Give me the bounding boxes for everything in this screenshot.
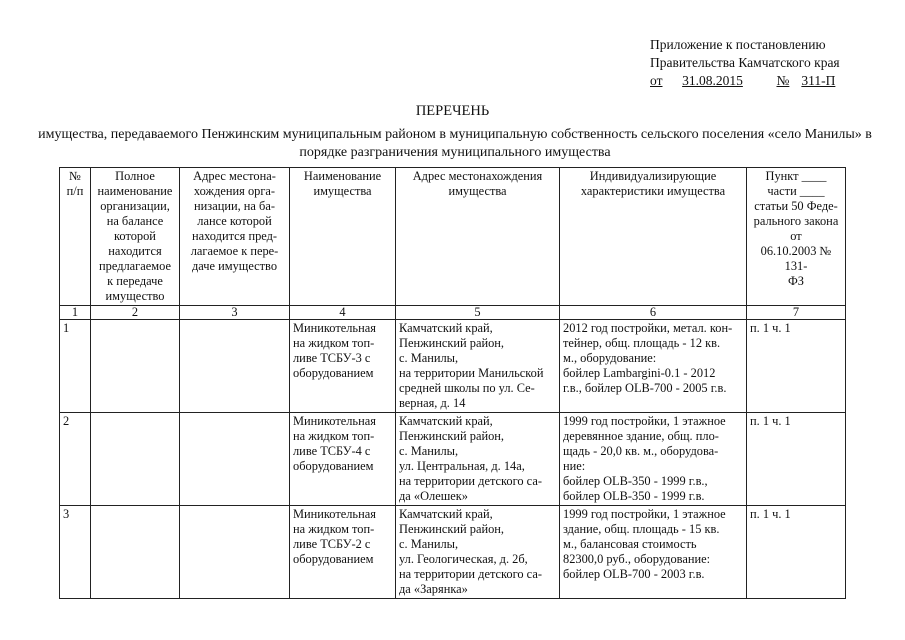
row-address: Камчатский край, Пенжинский район, с. Манилы, ул. Центральная, д. 14а, на территории детского са- да «Олешек» [396, 413, 560, 506]
header-cell-address: Адрес местонахождения имущества [396, 168, 560, 306]
header-cell-org: Полное наименование организации, на балансе которой находится предлагаемое к передаче имущество [91, 168, 180, 306]
table-index-row [60, 306, 846, 320]
index-cell: 5 [396, 306, 560, 320]
appendix-from-label: от [650, 73, 663, 88]
header-cell-org-address: Адрес местона- хождения орга- низации, на ба- лансе которой находится пред- лагаемое к пере- даче имущество [180, 168, 290, 306]
row-name: Миникотельная на жидком топ- ливе ТСБУ-3 с оборудованием [290, 320, 396, 413]
index-cell: 2 [91, 306, 180, 320]
document-title: ПЕРЕЧЕНЬ [415, 103, 490, 119]
index-cell: 7 [747, 306, 846, 320]
appendix-number-label: № [776, 73, 790, 88]
index-cell: 1 [60, 306, 91, 320]
row-num: 3 [60, 506, 91, 599]
row-org [91, 413, 180, 506]
appendix-block [650, 36, 890, 90]
row-clause: п. 1 ч. 1 [747, 506, 846, 599]
header-cell-name: Наименование имущества [290, 168, 396, 306]
row-org-address [180, 413, 290, 506]
index-cell: 6 [560, 306, 747, 320]
row-clause: п. 1 ч. 1 [747, 320, 846, 413]
row-org-address [180, 506, 290, 599]
row-num: 1 [60, 320, 91, 413]
appendix-number: 311-П [801, 73, 836, 88]
table-row [60, 320, 846, 413]
row-characteristics: 2012 год постройки, метал. кон- тейнер, общ. площадь - 12 кв. м., оборудование: бойлер Lambargini-0.1 - 2012 г.в., бойлер OLB-700 - 2005 г.в. [560, 320, 747, 413]
row-org [91, 506, 180, 599]
property-table [59, 167, 846, 599]
appendix-date: 31.08.2015 [682, 73, 743, 88]
document-subtitle: имущества, передаваемого Пенжинским муниципальным районом в муниципальную собственность сельского поселения «село Манилы» в порядке разграничения муниципального имущества [38, 127, 872, 160]
row-num: 2 [60, 413, 91, 506]
table-row [60, 506, 846, 599]
row-org-address [180, 320, 290, 413]
row-characteristics: 1999 год постройки, 1 этажное деревянное здание, общ. пло- щадь - 20,0 кв. м., оборудова- ние: бойлер OLB-350 - 1999 г.в., бойлер OLB-350 - 1999 г.в. [560, 413, 747, 506]
row-clause: п. 1 ч. 1 [747, 413, 846, 506]
index-cell: 4 [290, 306, 396, 320]
appendix-line-3 [650, 72, 890, 90]
row-characteristics: 1999 год постройки, 1 этажное здание, общ. площадь - 15 кв. м., балансовая стоимость 82300,0 руб., оборудование: бойлер OLB-700 - 2003 г.в. [560, 506, 747, 599]
appendix-line-1: Приложение к постановлению [650, 37, 826, 52]
header-cell-characteristics: Индивидуализирующие характеристики имущества [560, 168, 747, 306]
index-cell: 3 [180, 306, 290, 320]
table-header-row [60, 168, 846, 306]
appendix-line-2: Правительства Камчатского края [650, 55, 840, 70]
row-name: Миникотельная на жидком топ- ливе ТСБУ-4 с оборудованием [290, 413, 396, 506]
header-cell-num: № п/п [60, 168, 91, 306]
row-address: Камчатский край, Пенжинский район, с. Манилы, на территории Манильской средней школы по ул. Се- верная, д. 14 [396, 320, 560, 413]
row-name: Миникотельная на жидком топ- ливе ТСБУ-2 с оборудованием [290, 506, 396, 599]
header-cell-clause: Пункт ____ части ____ статьи 50 Феде- рального закона от 06.10.2003 № 131- ФЗ [747, 168, 846, 306]
row-address: Камчатский край, Пенжинский район, с. Манилы, ул. Геологическая, д. 2б, на территории детского са- да «Зарянка» [396, 506, 560, 599]
table-row [60, 413, 846, 506]
row-org [91, 320, 180, 413]
